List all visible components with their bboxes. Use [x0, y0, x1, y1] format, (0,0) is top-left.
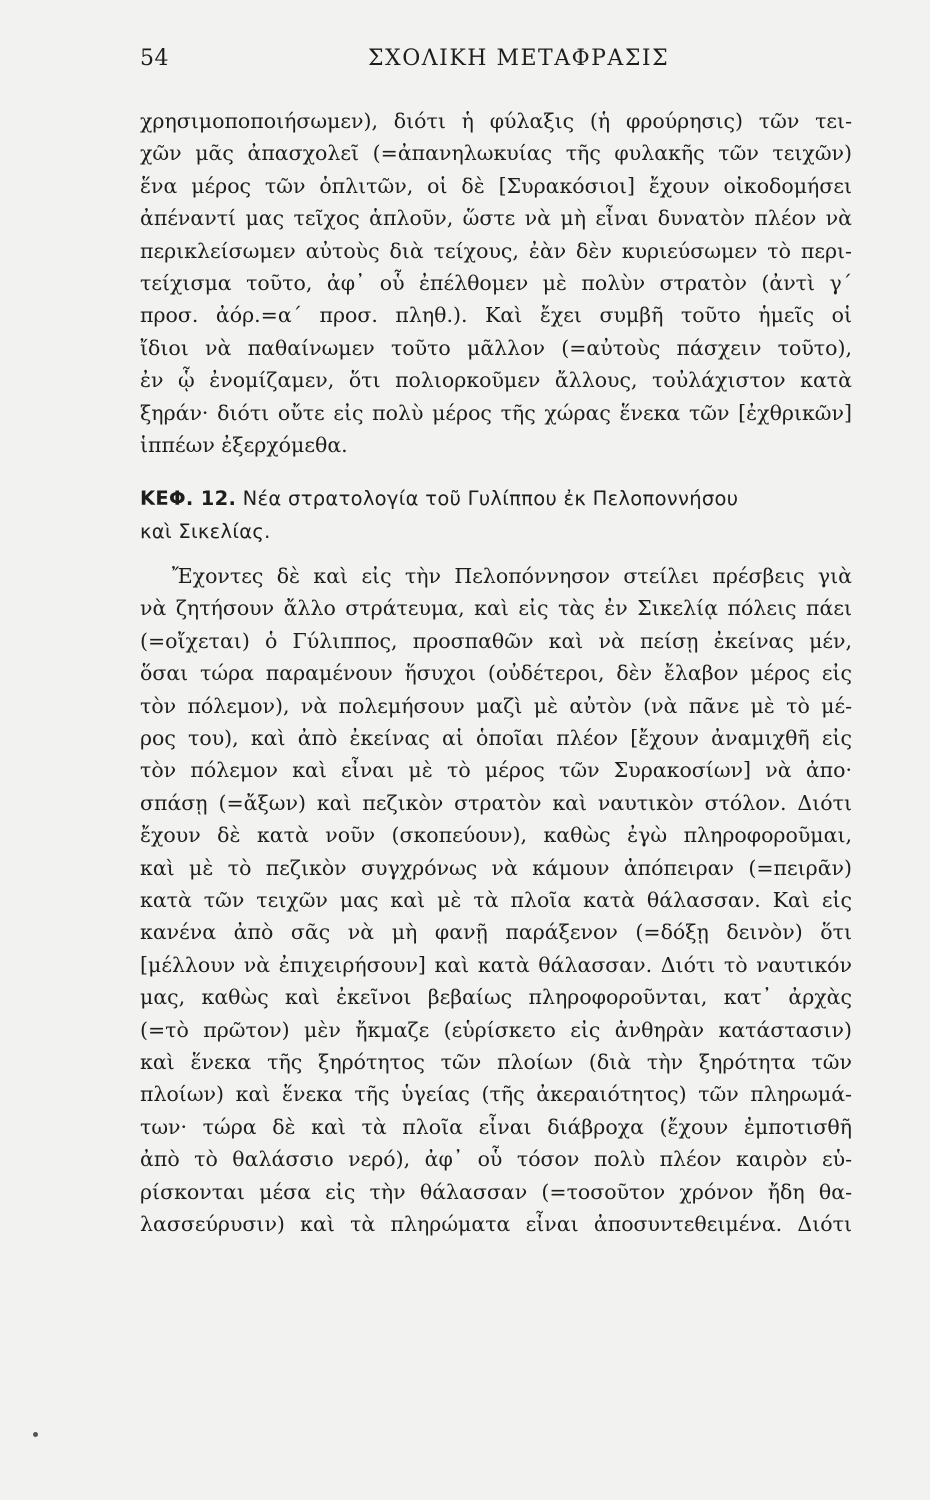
chapter-heading-line-1	[140, 483, 852, 515]
text2-line: [μέλλουν νὰ ἐπιχειρήσουν] καὶ κατὰ θάλασσαν. Διότι τὸ ναυτικόν	[140, 952, 852, 977]
text2-line: (=τὸ πρῶτον) μὲν ἤκμαζε (εὑρίσκετο εἰς ἀνθηρὰν κατάστασιν)	[140, 1017, 852, 1042]
text2-line: νὰ ζητήσουν ἄλλο στράτευμα, καὶ εἰς τὰς ἐν Σικελίᾳ πόλεις πάει	[140, 596, 852, 621]
chapter-title-line-2: καὶ Σικελίας.	[140, 519, 271, 543]
text2-line: ρίσκονται μέσα εἰς τὴν θάλασσαν (=τοσοῦτον χρόνον ἤδη θα-	[140, 1179, 852, 1204]
text2-line: μας, καθὼς καὶ ἐκεῖνοι βεβαίως πληροφοροῦνται, κατ᾽ ἀρχὰς	[140, 985, 852, 1010]
text2-line: καὶ ἕνεκα τῆς ξηρότητος τῶν πλοίων (διὰ τὴν ξηρότητα τῶν	[140, 1049, 852, 1074]
text2-line: των· τώρα δὲ καὶ τὰ πλοῖα εἶναι διάβροχα (ἔχουν ἐμποτισθῆ	[140, 1114, 852, 1139]
text1-line: τείχισμα τοῦτο, ἀφ᾽ οὗ ἐπέλθομεν μὲ πολὺν στρατὸν (ἀντὶ γ΄	[140, 270, 852, 295]
text1-line: προσ. ἀόρ.=α΄ προσ. πληθ.). Καὶ ἔχει συμβῆ τοῦτο ἡμεῖς οἱ	[140, 303, 852, 328]
text1-line: ἕνα μέρος τῶν ὁπλιτῶν, οἱ δὲ [Συρακόσιοι] ἔχουν οἰκοδομήσει	[140, 173, 852, 198]
text2-line: ρος του), καὶ ἀπὸ ἐκείνας αἱ ὁποῖαι πλέον [ἔχουν ἀναμιχθῆ εἰς	[140, 726, 852, 751]
running-title: ΣΧΟΛΙΚΗ ΜΕΤΑΦΡΑΣΙΣ	[368, 46, 670, 71]
text-paragraph-1	[140, 105, 852, 461]
page-number: 54	[140, 46, 169, 71]
text2-line: ἀπὸ τὸ θαλάσσιο νερό), ἀφ᾽ οὗ τόσον πολὺ πλέον καιρὸν εὑ-	[140, 1147, 852, 1172]
text2-line: κατὰ τῶν τειχῶν μας καὶ μὲ τὰ πλοῖα κατὰ θάλασσαν. Καὶ εἰς	[140, 887, 852, 912]
text2-line: πλοίων) καὶ ἕνεκα τῆς ὑγείας (τῆς ἀκεραιότητος) τῶν πληρωμά-	[140, 1082, 852, 1107]
text2-line: σπάσῃ (=ἄξων) καὶ πεζικὸν στρατὸν καὶ ναυτικὸν στόλον. Διότι	[140, 790, 852, 815]
book-page	[140, 46, 852, 1240]
text2-line: Ἔχοντες δὲ καὶ εἰς τὴν Πελοπόννησον στείλει πρέσβεις γιὰ	[172, 564, 852, 589]
text1-line: περικλείσωμεν αὐτοὺς διὰ τείχους, ἐὰν δὲν κυριεύσωμεν τὸ περι-	[140, 238, 852, 263]
chapter-heading	[140, 483, 852, 548]
text2-line: ὅσαι τώρα παραμένουν ἥσυχοι (οὐδέτεροι, δὲν ἔλαβον μέρος εἰς	[140, 661, 852, 686]
margin-dot	[33, 1432, 38, 1437]
page-header	[140, 46, 852, 76]
text2-line: (=οἴχεται) ὁ Γύλιππος, προσπαθῶν καὶ νὰ πείσῃ ἐκείνας μέν,	[140, 628, 852, 653]
text1-line: χρησιμοποποιήσωμεν), διότι ἡ φύλαξις (ἡ φρούρησις) τῶν τει-	[140, 109, 852, 133]
text2-line: τὸν πόλεμον καὶ εἶναι μὲ τὸ μέρος τῶν Συρακοσίων] νὰ ἀπο·	[140, 758, 852, 783]
text1-line: ἐν ᾧ ἐνομίζαμεν, ὅτι πολιορκοῦμεν ἄλλους, τοὐλάχιστον κατὰ	[140, 368, 852, 393]
chapter-heading-line-2	[140, 516, 852, 548]
text1-line: χῶν μᾶς ἀπασχολεῖ (=ἀπανηλωκυίας τῆς φυλακῆς τῶν τειχῶν)	[140, 141, 852, 166]
text1-line: ἴδιοι νὰ παθαίνωμεν τοῦτο μᾶλλον (=αὐτοὺς πάσχειν τοῦτο),	[140, 335, 852, 360]
text1-line: ἱππέων ἐξερχόμεθα.	[140, 432, 348, 457]
text2-line: τὸν πόλεμον), νὰ πολεμήσουν μαζὶ μὲ αὐτὸν (νὰ πᾶνε μὲ τὸ μέ-	[140, 693, 852, 718]
text2-line: καὶ μὲ τὸ πεζικὸν συγχρόνως νὰ κάμουν ἀπόπειραν (=πειρᾶν)	[140, 855, 852, 880]
text-paragraph-2	[140, 560, 852, 1240]
text1-line: ἀπέναντί μας τεῖχος ἁπλοῦν, ὥστε νὰ μὴ εἶναι δυνατὸν πλέον νὰ	[140, 206, 852, 231]
chapter-title-line-1: Νέα στρατολογία τοῦ Γυλίππου ἐκ Πελοποννήσου	[242, 487, 739, 511]
text2-line: κανένα ἀπὸ σᾶς νὰ μὴ φανῇ παράξενον (=δόξῃ δεινὸν) ὅτι	[140, 920, 852, 945]
text1-line: ξηράν· διότι οὔτε εἰς πολὺ μέρος τῆς χώρας ἕνεκα τῶν [ἐχθρικῶν]	[140, 400, 852, 425]
text2-line: λασσεύρυσιν) καὶ τὰ πληρώματα εἶναι ἀποσυντεθειμένα. Διότι	[140, 1211, 852, 1236]
chapter-number: ΚΕΦ. 12.	[140, 487, 237, 511]
text2-line: ἔχουν δὲ κατὰ νοῦν (σκοπεύουν), καθὼς ἐγὼ πληροφοροῦμαι,	[140, 823, 852, 848]
